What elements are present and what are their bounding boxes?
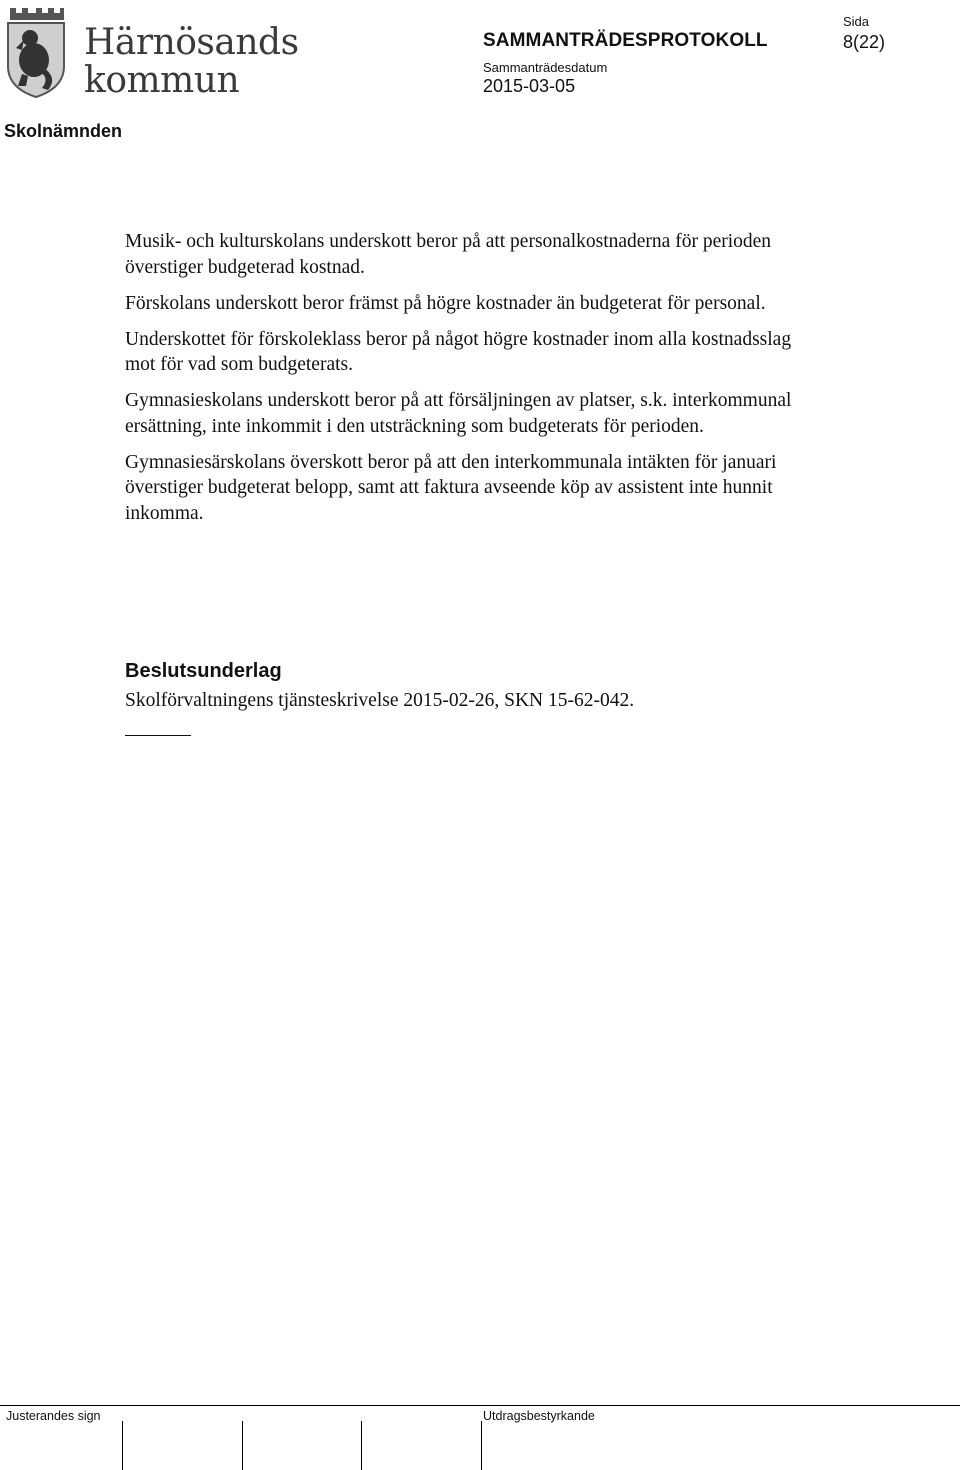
document-body [125, 229, 825, 537]
signature-box-divider [361, 1421, 362, 1470]
organization-name: Skolnämnden [4, 121, 123, 141]
adjuster-signature-label: Justerandes sign [6, 1409, 101, 1423]
meeting-date-label: Sammanträdesdatum [483, 60, 608, 75]
protocol-title: SAMMANTRÄDESPROTOKOLL [483, 30, 768, 51]
paragraph: Musik- och kulturskolans underskott beror på att personalkostnaderna för perioden överstiger budgeterad kostnad. [125, 231, 772, 278]
signature-box-divider [122, 1421, 123, 1470]
page-number: 8(22) [843, 32, 886, 52]
decision-basis-text: Skolförvaltningens tjänsteskrivelse 2015-02-26, SKN 15-62-042. [125, 690, 635, 711]
paragraph: Gymnasiesärskolans överskott beror på att den interkommunala intäkten för januari överstiger budgeterat belopp, samt att faktura avseende köp av assistent inte hunnit inkomma. [125, 451, 777, 524]
logo-line-1: Härnösands [84, 22, 299, 63]
logo-line-2: kommun [84, 60, 240, 101]
end-divider [125, 735, 191, 736]
logo-wordmark [84, 24, 299, 100]
paragraph: Gymnasieskolans underskott beror på att försäljningen av platser, s.k. interkommunal ersättning, inte inkommit i den utsträckning som budgeterats för perioden. [125, 390, 792, 437]
signature-footer [0, 1405, 960, 1470]
paragraph: Underskottet för förskoleklass beror på något högre kostnader inom alla kostnadsslag mot för vad som budgeterats. [125, 328, 792, 375]
page-label: Sida [843, 14, 870, 29]
footer-divider [0, 1405, 960, 1406]
extract-certification-label: Utdragsbestyrkande [483, 1409, 595, 1423]
coat-of-arms-icon [4, 4, 68, 100]
decision-basis-heading: Beslutsunderlag [125, 660, 282, 682]
signature-box-divider [242, 1421, 243, 1470]
signature-box-divider [481, 1421, 482, 1470]
municipality-logo [4, 4, 299, 101]
meeting-date: 2015-03-05 [483, 76, 576, 96]
paragraph: Förskolans underskott beror främst på högre kostnader än budgeterat för personal. [125, 292, 766, 314]
